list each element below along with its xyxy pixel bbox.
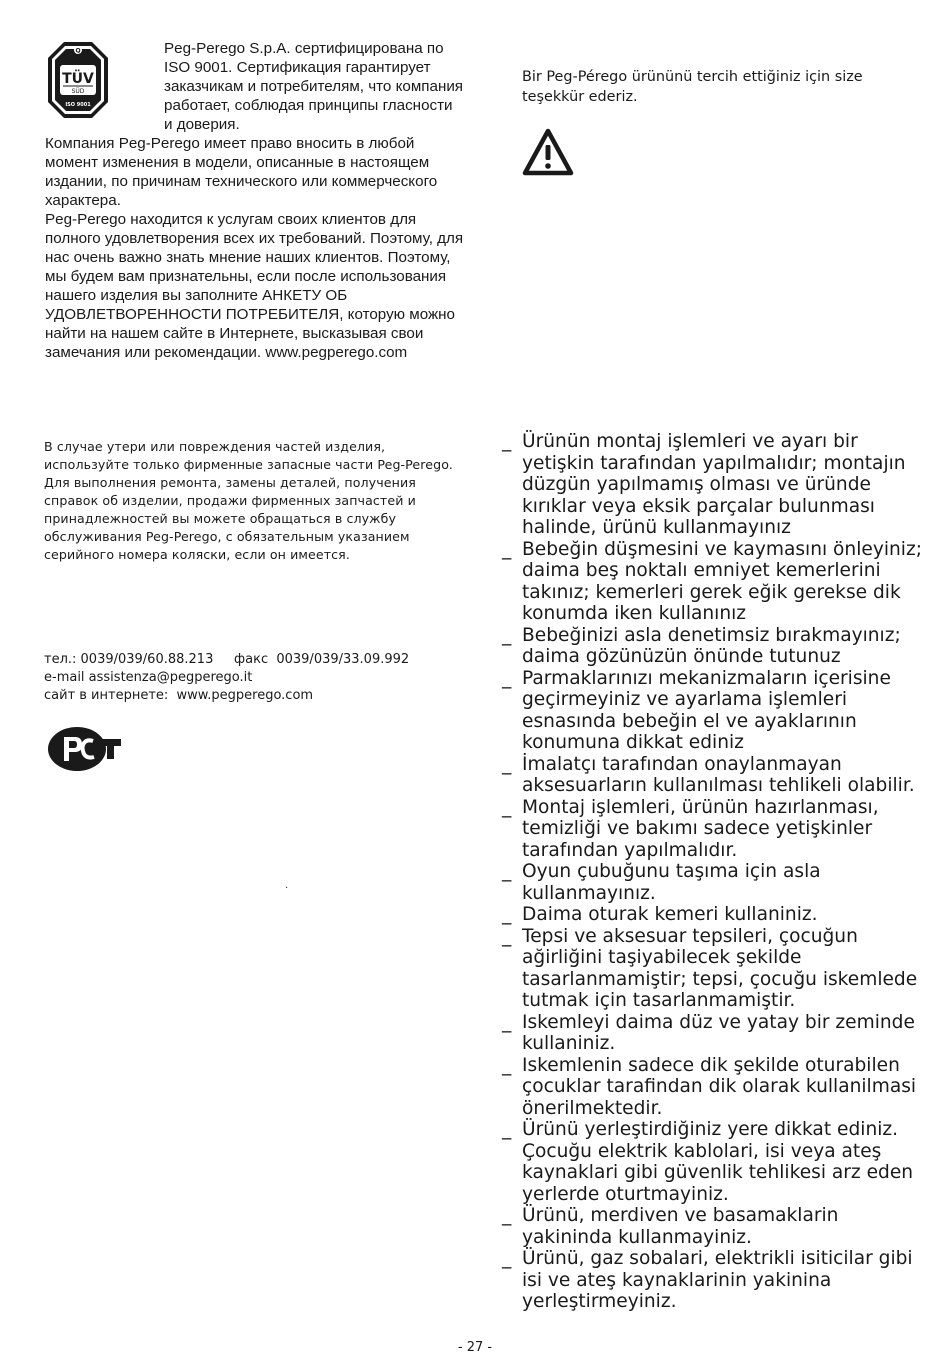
warning-item (502, 861, 932, 904)
warning-item (502, 431, 932, 539)
warning-item (502, 1205, 932, 1248)
logo-brand-text: TÜV (62, 71, 94, 87)
logo-sub-text: SÜD (71, 88, 85, 95)
warning-text: Ürünü, merdiven ve basamaklarin yakininda kullanmayiniz. (522, 1205, 839, 1248)
warning-text: Bebeğinizi asla denetimsiz bırakmayınız; daima gözünüzün önünde tutunuz (522, 624, 901, 667)
list-marker: _ (502, 904, 512, 925)
pct-certification-icon (47, 726, 123, 772)
stray-mark: . (285, 880, 289, 891)
warning-item (502, 904, 932, 926)
list-marker: _ (502, 624, 512, 646)
warning-text: Daima oturak kemeri kullaniniz. (522, 904, 818, 925)
list-marker: _ (502, 796, 512, 818)
warning-item (502, 754, 932, 797)
model-changes-paragraph: Компания Peg-Perego имеет право вносить в любой момент изменения в модели, описанные в настоящем издании, по причинам технического или коммерческого характера. (45, 135, 438, 209)
list-marker: _ (502, 1205, 512, 1226)
website-line: сайт в интернете: www.pegperego.com (44, 688, 314, 703)
logo-wrap-spacer (45, 39, 164, 134)
warning-text: İmalatçı tarafından onaylanmayan aksesuarların kullanılması tehlikeli olabilir. (522, 753, 915, 796)
warning-item (502, 625, 932, 668)
logo-iso-text: ISO 9001 (65, 102, 91, 108)
warning-item (502, 1012, 932, 1055)
customer-feedback-paragraph: Peg-Perego находится к услугам своих клиентов для полного удовлетворения всех их требований. Поэтому, для нас очень важно знать мнение наших клиентов. Поэтому, мы будем вам признательны, если после использования нашего изделия вы заполните АНКЕТУ ОБ УДОВЛЕТВОРЕННОСТИ ПОТРЕБИТЕЛЯ, которую можно найти на нашем сайте в Интернете, высказывая свои замечания или рекомендации. www.pegperego.com (45, 211, 464, 361)
warning-item (502, 797, 932, 862)
warning-text: Tepsi ve aksesuar tepsileri, çocuğun ağirliğini taşiyabilecek şekilde tasarlanmamiştir; tepsi, çocuğu iskemlede tutmak için tasarlanmamiştir. (522, 925, 918, 1011)
warning-item (502, 1248, 932, 1313)
warning-triangle-icon (522, 128, 574, 176)
list-marker: _ (502, 925, 512, 947)
phone-fax-line: тел.: 0039/039/60.88.213 факс 0039/039/33.09.992 (44, 652, 410, 667)
page-number: - 27 - (457, 1340, 493, 1355)
warning-item (502, 1119, 932, 1205)
logo-top-mark: Q (75, 47, 81, 55)
safety-warnings-list (502, 431, 932, 1313)
list-marker: _ (502, 1054, 512, 1076)
list-marker: _ (502, 1119, 512, 1140)
thank-you-text: Bir Peg-Pérego ürününü tercih ettiğiniz için size teşekkür ederiz. (522, 69, 863, 105)
contact-info (44, 651, 464, 705)
spare-parts-paragraph: В случае утери или повреждения частей изделия, используйте только фирменные запасные части Peg-Perego. Для выполнения ремонта, замены деталей, получения справок об изделии, продажи фирменных запчастей и принадлежностей вы можете обращаться в службу обслуживания Peg-Perego, с обязательным указанием серийного номера коляски, если он имеется. (44, 439, 453, 562)
warning-text: Iskemlenin sadece dik şekilde oturabilen çocuklar tarafindan dik olarak kullanilmasi önerilmektedir. (522, 1054, 917, 1119)
intro-text-block (45, 39, 465, 362)
list-marker: _ (502, 667, 512, 689)
email-line: e-mail assistenza@pegperego.it (44, 670, 253, 685)
warning-text: Ürünün montaj işlemleri ve ayarı bir yetişkin tarafından yapılmalıdır; montajın düzgün yapılmamış olması ve üründe kırıklar veya eksik parçalar bulunması halinde, ürünü kullanmayınız (522, 431, 906, 538)
warning-item (502, 1055, 932, 1120)
list-marker: _ (502, 1248, 512, 1269)
warning-text: Oyun çubuğunu taşıma için asla kullanmayınız. (522, 861, 821, 904)
iso-certification-paragraph: Peg-Perego S.p.A. сертифицирована по ISO 9001. Сертификация гарантирует заказчикам и потребителям, что компания работает, соблюдая принципы гласности и доверия. (164, 40, 464, 133)
warning-item (502, 926, 932, 1012)
list-marker: _ (502, 753, 512, 775)
warning-item (502, 668, 932, 754)
warning-text: Bebeğin düşmesini ve kaymasını önleyiniz; daima beş noktalı emniyet kemerlerini takınız; kemerleri gerek eğik gerekse dik konumda iken kullanınız (522, 538, 922, 624)
warning-text: Ürünü yerleştirdiğiniz yere dikkat ediniz. Çocuğu elektrik kablolari, isi veya ateş kaynaklari gibi güvenlik tehlikesi arz eden yerlerde oturtmayiniz. (522, 1119, 914, 1205)
list-marker: _ (502, 431, 512, 452)
list-marker: _ (502, 861, 512, 882)
list-marker: _ (502, 538, 512, 560)
warning-text: Ürünü, gaz sobalari, elektrikli isiticilar gibi isi ve ateş kaynaklarinin yakinina yerleştirmeyiniz. (522, 1248, 913, 1312)
warning-text: Parmaklarınızı mekanizmaların içerisine geçirmeyiniz ve ayarlama işlemleri esnasında bebeğin el ve ayaklarının konumuna dikkat ediniz (522, 667, 891, 753)
warning-text: Iskemleyi daima düz ve yatay bir zeminde kullaniniz. (522, 1011, 915, 1054)
warning-text: Montaj işlemleri, ürünün hazırlanması, temizliği ve bakımı sadece yetişkinler tarafından yapılmalıdır. (522, 796, 879, 861)
warning-item (502, 539, 932, 625)
list-marker: _ (502, 1011, 512, 1033)
